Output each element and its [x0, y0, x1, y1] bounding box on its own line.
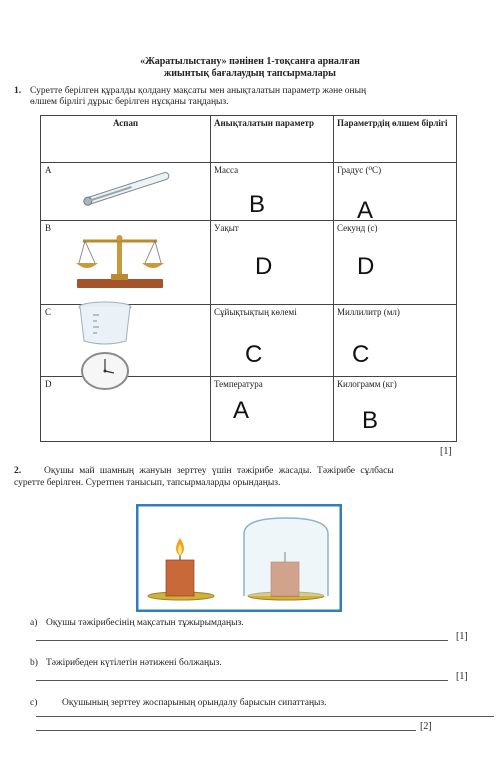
table-row — [41, 163, 457, 221]
q2b-text: Тәжірибеден күтілетін нәтижені болжаңыз. — [46, 658, 222, 668]
param-label: Температура — [214, 379, 263, 389]
header-unit: Параметрдің өлшем бірлігі — [334, 116, 457, 163]
param-label: Сұйықтықтың көлемі — [214, 307, 297, 317]
q1-text-line-2: өлшем бірлігі дұрыс берілген нұсқаны таңдаңыз. — [30, 97, 229, 107]
header-instrument: Аспап — [41, 116, 211, 163]
unit-cell-c — [334, 305, 457, 377]
handwritten-answer-unit: C — [352, 341, 370, 368]
row-letter: B — [45, 223, 52, 233]
param-cell-b — [211, 221, 334, 305]
q2-text-line-1: Оқушы май шамның жануын зерттеу үшін тәжірибе жасады. Тәжірибе сұлбасы — [44, 466, 394, 476]
title-line-2: жиынтық бағалаудың тапсырмалары — [164, 68, 336, 79]
answer-line-c1[interactable] — [36, 716, 494, 717]
instrument-cell-b — [41, 221, 211, 305]
handwritten-answer-unit: A — [357, 197, 374, 224]
unit-cell-b — [334, 221, 457, 305]
table-row — [41, 305, 457, 377]
table-row — [41, 221, 457, 305]
title-line-1: «Жаратылыстану» пәнінен 1-тоқсанға арналған — [140, 56, 360, 67]
table-header-row — [41, 116, 457, 163]
q1-score: [1] — [440, 446, 452, 457]
header-parameter: Анықталатын параметр — [211, 116, 334, 163]
row-letter: D — [45, 379, 52, 389]
thermometer-icon — [77, 169, 177, 209]
q2a-label: a) — [30, 618, 38, 628]
q2a-score: [1] — [456, 631, 468, 642]
unit-label: Секунд (с) — [337, 223, 378, 233]
q2a-text: Оқушы тәжірибесінің мақсатын тұжырымдаңыз. — [46, 618, 244, 628]
q2-text-line-2: суретте берілген. Суретпен танысып, тапсырмаларды орындаңыз. — [14, 478, 281, 488]
answer-line-c2[interactable] — [36, 730, 416, 731]
q2-number: 2. — [14, 466, 22, 476]
handwritten-answer-param: D — [255, 253, 273, 280]
instrument-cell-c — [41, 305, 211, 377]
candle-experiment-icon — [136, 504, 342, 612]
q2b-score: [1] — [456, 671, 468, 682]
handwritten-answer-param: A — [233, 397, 250, 424]
q2c-score: [2] — [420, 721, 432, 732]
handwritten-answer-param: C — [245, 341, 263, 368]
unit-label: Миллилитр (мл) — [337, 307, 400, 317]
row-letter: A — [45, 165, 52, 175]
q1-number: 1. — [14, 86, 22, 96]
handwritten-answer-unit: D — [357, 253, 375, 280]
instrument-cell-d — [41, 377, 211, 442]
q2c-text: Оқушының зерттеу жоспарының орындалу барысын сипаттаңыз. — [62, 698, 327, 708]
row-letter: C — [45, 307, 52, 317]
answer-line-a[interactable] — [36, 640, 448, 641]
handwritten-answer-param: B — [249, 191, 266, 218]
answer-line-b[interactable] — [36, 680, 448, 681]
beaker-icon — [77, 297, 137, 347]
unit-label: Килограмм (кг) — [337, 379, 397, 389]
param-cell-c — [211, 305, 334, 377]
instrument-cell-a — [41, 163, 211, 221]
param-label: Масса — [214, 165, 239, 175]
scales-icon — [75, 229, 165, 291]
q1-text-line-1: Суретте берілген құралды қолдану мақсаты мен анықталатын параметр және оның — [30, 86, 367, 96]
param-cell-a — [211, 163, 334, 221]
q2b-label: b) — [30, 658, 38, 668]
unit-cell-d — [334, 377, 457, 442]
param-label: Уақыт — [214, 223, 239, 233]
unit-label: Градус (⁰С) — [337, 165, 382, 175]
q1-table — [40, 115, 457, 442]
unit-cell-a — [334, 163, 457, 224]
handwritten-answer-unit: B — [362, 407, 379, 434]
q2c-label: c) — [30, 698, 38, 708]
table-row — [41, 377, 457, 442]
param-cell-d — [211, 377, 334, 442]
